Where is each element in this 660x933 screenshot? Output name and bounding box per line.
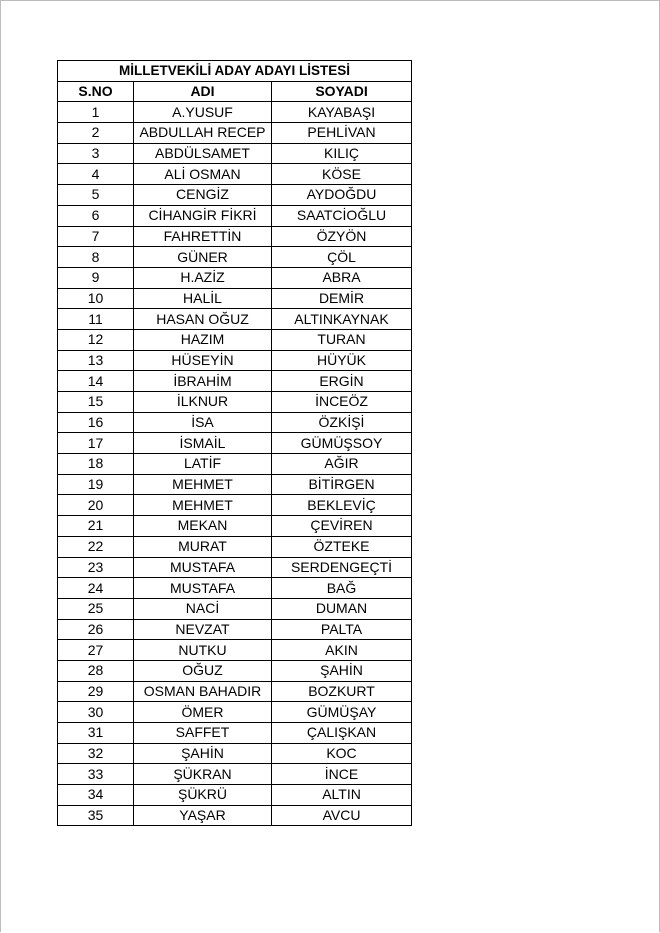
cell-sno: 5 xyxy=(58,185,134,206)
cell-adi: İLKNUR xyxy=(134,392,272,413)
cell-adi: OSMAN BAHADIR xyxy=(134,681,272,702)
table-row xyxy=(58,185,412,206)
table-row xyxy=(58,660,412,681)
table-row xyxy=(58,102,412,123)
cell-soyadi: DUMAN xyxy=(272,598,412,619)
cell-soyadi: ÇEVİREN xyxy=(272,516,412,537)
cell-adi: FAHRETTİN xyxy=(134,226,272,247)
cell-sno: 23 xyxy=(58,557,134,578)
cell-adi: MEHMET xyxy=(134,474,272,495)
cell-soyadi: HÜYÜK xyxy=(272,350,412,371)
cell-sno: 35 xyxy=(58,805,134,826)
cell-adi: NUTKU xyxy=(134,640,272,661)
cell-adi: ABDULLAH RECEP xyxy=(134,123,272,144)
cell-adi: CENGİZ xyxy=(134,185,272,206)
cell-adi: ÖMER xyxy=(134,702,272,723)
table-row xyxy=(58,123,412,144)
cell-soyadi: KAYABAŞI xyxy=(272,102,412,123)
cell-soyadi: KILIÇ xyxy=(272,143,412,164)
cell-soyadi: BİTİRGEN xyxy=(272,474,412,495)
cell-soyadi: BAĞ xyxy=(272,578,412,599)
cell-soyadi: GÜMÜŞSOY xyxy=(272,433,412,454)
table-row xyxy=(58,743,412,764)
cell-soyadi: SAATCİOĞLU xyxy=(272,205,412,226)
cell-sno: 17 xyxy=(58,433,134,454)
cell-soyadi: ÖZTEKE xyxy=(272,536,412,557)
cell-adi: ŞÜKRAN xyxy=(134,764,272,785)
table-row xyxy=(58,557,412,578)
table-row xyxy=(58,681,412,702)
cell-sno: 7 xyxy=(58,226,134,247)
cell-soyadi: BEKLEVİÇ xyxy=(272,495,412,516)
cell-sno: 33 xyxy=(58,764,134,785)
table-row xyxy=(58,536,412,557)
cell-adi: ŞAHİN xyxy=(134,743,272,764)
cell-soyadi: AKIN xyxy=(272,640,412,661)
table-row xyxy=(58,805,412,826)
cell-soyadi: KOC xyxy=(272,743,412,764)
cell-adi: LATİF xyxy=(134,454,272,475)
table-row xyxy=(58,205,412,226)
cell-sno: 24 xyxy=(58,578,134,599)
table-row xyxy=(58,247,412,268)
column-header-soyadi: SOYADI xyxy=(272,81,412,102)
cell-soyadi: ÖZYÖN xyxy=(272,226,412,247)
table-body xyxy=(58,102,412,826)
table-row xyxy=(58,143,412,164)
column-header-sno: S.NO xyxy=(58,81,134,102)
table-row xyxy=(58,764,412,785)
table-head xyxy=(58,61,412,102)
table-row xyxy=(58,619,412,640)
cell-soyadi: PEHLİVAN xyxy=(272,123,412,144)
table-title: MİLLETVEKİLİ ADAY ADAYI LİSTESİ xyxy=(58,61,412,82)
cell-sno: 28 xyxy=(58,660,134,681)
cell-sno: 26 xyxy=(58,619,134,640)
cell-adi: MUSTAFA xyxy=(134,578,272,599)
table-row xyxy=(58,433,412,454)
cell-adi: A.YUSUF xyxy=(134,102,272,123)
cell-sno: 30 xyxy=(58,702,134,723)
cell-adi: NACİ xyxy=(134,598,272,619)
cell-sno: 27 xyxy=(58,640,134,661)
cell-soyadi: GÜMÜŞAY xyxy=(272,702,412,723)
table-row xyxy=(58,640,412,661)
table-row xyxy=(58,454,412,475)
cell-soyadi: AYDOĞDU xyxy=(272,185,412,206)
table-row xyxy=(58,309,412,330)
cell-adi: HÜSEYİN xyxy=(134,350,272,371)
column-header-adi: ADI xyxy=(134,81,272,102)
cell-adi: MUSTAFA xyxy=(134,557,272,578)
candidate-list-table xyxy=(57,60,412,826)
cell-sno: 11 xyxy=(58,309,134,330)
cell-sno: 14 xyxy=(58,371,134,392)
title-row xyxy=(58,61,412,82)
cell-soyadi: TURAN xyxy=(272,329,412,350)
table-row xyxy=(58,226,412,247)
cell-soyadi: ÖZKİŞİ xyxy=(272,412,412,433)
cell-sno: 25 xyxy=(58,598,134,619)
cell-sno: 8 xyxy=(58,247,134,268)
cell-adi: ŞÜKRÜ xyxy=(134,785,272,806)
cell-sno: 29 xyxy=(58,681,134,702)
cell-adi: GÜNER xyxy=(134,247,272,268)
cell-adi: ALİ OSMAN xyxy=(134,164,272,185)
cell-soyadi: ERGİN xyxy=(272,371,412,392)
cell-soyadi: ŞAHİN xyxy=(272,660,412,681)
table-row xyxy=(58,702,412,723)
header-row xyxy=(58,81,412,102)
cell-adi: YAŞAR xyxy=(134,805,272,826)
cell-soyadi: PALTA xyxy=(272,619,412,640)
cell-sno: 18 xyxy=(58,454,134,475)
cell-soyadi: İNCEÖZ xyxy=(272,392,412,413)
cell-sno: 20 xyxy=(58,495,134,516)
cell-sno: 13 xyxy=(58,350,134,371)
cell-soyadi: ÇALIŞKAN xyxy=(272,723,412,744)
cell-adi: İBRAHİM xyxy=(134,371,272,392)
cell-adi: NEVZAT xyxy=(134,619,272,640)
cell-adi: ABDÜLSAMET xyxy=(134,143,272,164)
cell-adi: HASAN OĞUZ xyxy=(134,309,272,330)
cell-soyadi: KÖSE xyxy=(272,164,412,185)
cell-sno: 9 xyxy=(58,267,134,288)
cell-adi: H.AZİZ xyxy=(134,267,272,288)
cell-adi: İSMAİL xyxy=(134,433,272,454)
table-row xyxy=(58,785,412,806)
table-row xyxy=(58,392,412,413)
cell-sno: 32 xyxy=(58,743,134,764)
table-row xyxy=(58,371,412,392)
cell-adi: MURAT xyxy=(134,536,272,557)
cell-soyadi: BOZKURT xyxy=(272,681,412,702)
cell-adi: HAZIM xyxy=(134,329,272,350)
table-row xyxy=(58,578,412,599)
cell-sno: 16 xyxy=(58,412,134,433)
table-row xyxy=(58,164,412,185)
cell-sno: 21 xyxy=(58,516,134,537)
cell-sno: 2 xyxy=(58,123,134,144)
table-row xyxy=(58,329,412,350)
cell-soyadi: AĞIR xyxy=(272,454,412,475)
cell-sno: 22 xyxy=(58,536,134,557)
table-row xyxy=(58,474,412,495)
cell-sno: 34 xyxy=(58,785,134,806)
cell-soyadi: İNCE xyxy=(272,764,412,785)
cell-adi: OĞUZ xyxy=(134,660,272,681)
cell-soyadi: DEMİR xyxy=(272,288,412,309)
cell-adi: MEKAN xyxy=(134,516,272,537)
table-row xyxy=(58,516,412,537)
cell-sno: 6 xyxy=(58,205,134,226)
cell-adi: İSA xyxy=(134,412,272,433)
cell-soyadi: ÇÖL xyxy=(272,247,412,268)
cell-sno: 1 xyxy=(58,102,134,123)
cell-soyadi: ABRA xyxy=(272,267,412,288)
cell-sno: 15 xyxy=(58,392,134,413)
cell-adi: HALİL xyxy=(134,288,272,309)
cell-sno: 4 xyxy=(58,164,134,185)
table-row xyxy=(58,288,412,309)
table-row xyxy=(58,412,412,433)
cell-adi: MEHMET xyxy=(134,495,272,516)
cell-sno: 10 xyxy=(58,288,134,309)
cell-soyadi: ALTINKAYNAK xyxy=(272,309,412,330)
table-row xyxy=(58,723,412,744)
cell-adi: CİHANGİR FİKRİ xyxy=(134,205,272,226)
table-row xyxy=(58,495,412,516)
cell-sno: 12 xyxy=(58,329,134,350)
cell-soyadi: SERDENGEÇTİ xyxy=(272,557,412,578)
cell-soyadi: ALTIN xyxy=(272,785,412,806)
cell-sno: 3 xyxy=(58,143,134,164)
cell-soyadi: AVCU xyxy=(272,805,412,826)
cell-sno: 19 xyxy=(58,474,134,495)
table-row xyxy=(58,598,412,619)
table-row xyxy=(58,267,412,288)
cell-adi: SAFFET xyxy=(134,723,272,744)
table-row xyxy=(58,350,412,371)
cell-sno: 31 xyxy=(58,723,134,744)
